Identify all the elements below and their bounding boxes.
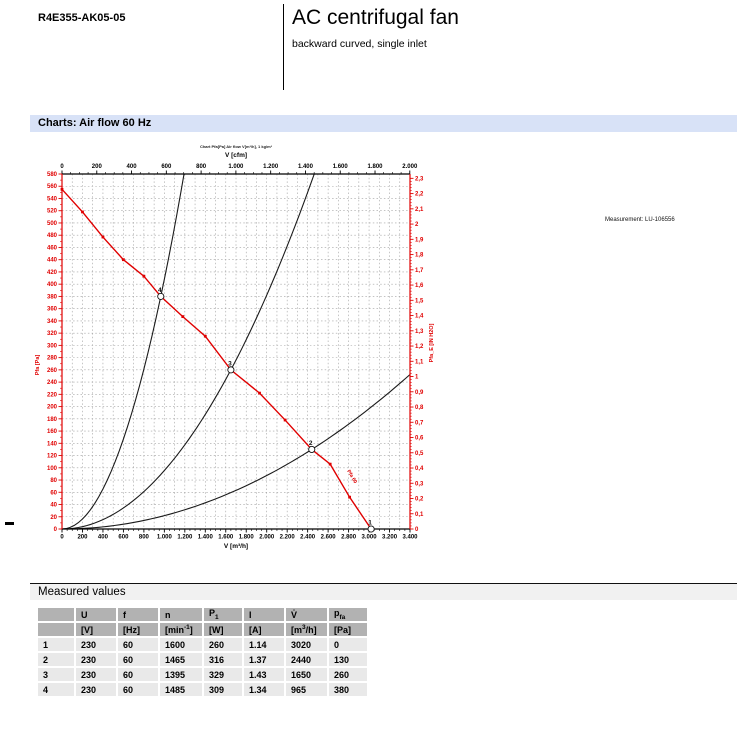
svg-text:160: 160: [46, 429, 57, 436]
svg-text:1,3: 1,3: [415, 328, 424, 335]
unit-cell: [A]: [244, 623, 284, 636]
svg-text:340: 340: [46, 318, 57, 325]
value-cell: 0: [329, 638, 367, 651]
value-cell: 1395: [160, 668, 202, 681]
svg-text:2.000: 2.000: [259, 534, 275, 541]
svg-text:1,6: 1,6: [415, 283, 424, 290]
column-header-cell: f: [118, 608, 158, 621]
value-cell: 130: [329, 653, 367, 666]
table-units-row: [38, 623, 367, 636]
value-cell: 1650: [286, 668, 327, 681]
svg-text:1,5: 1,5: [415, 298, 424, 305]
svg-text:1,2: 1,2: [415, 344, 424, 351]
svg-text:200: 200: [77, 534, 88, 541]
svg-text:2: 2: [415, 222, 419, 229]
section-header-measured-values: [30, 583, 737, 600]
svg-text:520: 520: [46, 208, 57, 215]
column-header-cell: V̇: [286, 608, 327, 621]
value-cell: 1600: [160, 638, 202, 651]
column-header-cell: I: [244, 608, 284, 621]
page-title: AC centrifugal fan: [292, 6, 459, 29]
value-cell: 60: [118, 653, 158, 666]
svg-text:3.400: 3.400: [402, 534, 418, 541]
svg-text:460: 460: [46, 245, 57, 252]
column-header-cell: $p_{fa}$: [329, 608, 367, 621]
svg-text:1.000: 1.000: [156, 534, 172, 541]
svg-text:2,2: 2,2: [415, 191, 424, 198]
svg-text:0,5: 0,5: [415, 450, 424, 457]
svg-text:180: 180: [46, 416, 57, 423]
svg-text:300: 300: [46, 343, 57, 350]
value-cell: 1.37: [244, 653, 284, 666]
svg-text:2.200: 2.200: [279, 534, 295, 541]
svg-text:1,8: 1,8: [415, 252, 424, 259]
svg-text:0: 0: [60, 534, 64, 541]
column-header-cell: n: [160, 608, 202, 621]
value-cell: 1.43: [244, 668, 284, 681]
value-cell: 230: [76, 668, 116, 681]
svg-text:60: 60: [50, 490, 57, 497]
svg-text:2,1: 2,1: [415, 206, 424, 213]
svg-text:560: 560: [46, 184, 57, 191]
product-code: R4E355-AK05-05: [38, 12, 126, 24]
table-header-row: [38, 608, 367, 621]
svg-text:0: 0: [60, 164, 64, 170]
svg-text:140: 140: [46, 441, 57, 448]
svg-text:2.600: 2.600: [320, 534, 336, 541]
svg-text:20: 20: [50, 514, 57, 521]
svg-text:2.000: 2.000: [402, 164, 418, 170]
value-cell: 380: [329, 683, 367, 696]
svg-text:40: 40: [50, 502, 57, 509]
svg-text:1,1: 1,1: [415, 359, 424, 366]
svg-text:1.800: 1.800: [367, 164, 383, 170]
svg-text:1.200: 1.200: [263, 164, 279, 170]
svg-text:540: 540: [46, 196, 57, 203]
row-number-cell: 1: [38, 638, 74, 651]
column-header-cell: U: [76, 608, 116, 621]
svg-text:1.200: 1.200: [177, 534, 193, 541]
svg-text:1.600: 1.600: [332, 164, 348, 170]
page-margin-mark: [5, 522, 14, 525]
section-header-charts-label: Charts: Air flow 60 Hz: [38, 117, 152, 129]
svg-text:1: 1: [415, 374, 419, 381]
svg-text:600: 600: [161, 164, 172, 170]
page-subtitle: backward curved, single inlet: [292, 38, 427, 50]
svg-text:1.600: 1.600: [218, 534, 234, 541]
svg-text:V [m³/h]: V [m³/h]: [223, 543, 249, 550]
unit-cell: [Pa]: [329, 623, 367, 636]
svg-text:1,9: 1,9: [415, 237, 424, 244]
value-cell: 2440: [286, 653, 327, 666]
section-header-charts: [30, 115, 737, 132]
svg-text:200: 200: [91, 164, 102, 170]
svg-text:0,2: 0,2: [415, 496, 424, 503]
svg-text:400: 400: [97, 534, 108, 541]
svg-text:220: 220: [46, 392, 57, 399]
svg-text:0,7: 0,7: [415, 420, 424, 427]
svg-text:500: 500: [46, 220, 57, 227]
svg-text:0,6: 0,6: [415, 435, 424, 442]
svg-text:260: 260: [46, 367, 57, 374]
svg-text:V [cfm]: V [cfm]: [224, 152, 248, 159]
svg-text:0,8: 0,8: [415, 405, 424, 412]
svg-text:0,1: 0,1: [415, 511, 424, 518]
unit-cell: $[m^3/h]$: [286, 623, 327, 636]
svg-text:Pfa [Pa]: Pfa [Pa]: [35, 354, 41, 376]
measured-values-table: [36, 606, 369, 698]
svg-text:Pfa 60: Pfa 60: [345, 468, 359, 485]
svg-text:Pfa_E [IN H2O]: Pfa_E [IN H2O]: [429, 323, 435, 363]
svg-text:800: 800: [196, 164, 207, 170]
row-number-cell: 4: [38, 683, 74, 696]
value-cell: 230: [76, 683, 116, 696]
svg-text:Chart Pfa[Pa] Air flow V[m³/h]: Chart Pfa[Pa] Air flow V[m³/h], 1 kg/m³: [199, 144, 273, 149]
airflow-chart-svg: [30, 140, 442, 568]
svg-text:400: 400: [126, 164, 137, 170]
svg-text:480: 480: [46, 233, 57, 240]
unit-cell: [W]: [204, 623, 242, 636]
svg-text:0: 0: [415, 527, 419, 533]
svg-text:3.000: 3.000: [361, 534, 377, 541]
table-row: [38, 638, 367, 651]
unit-cell: [Hz]: [118, 623, 158, 636]
table-row: [38, 683, 367, 696]
svg-text:4: 4: [157, 286, 162, 294]
column-header-cell: [38, 608, 74, 621]
value-cell: 309: [204, 683, 242, 696]
svg-text:420: 420: [46, 269, 57, 276]
value-cell: 1465: [160, 653, 202, 666]
svg-text:320: 320: [46, 331, 57, 338]
svg-text:1,4: 1,4: [415, 313, 424, 320]
unit-cell: [V]: [76, 623, 116, 636]
table-row: [38, 653, 367, 666]
svg-text:80: 80: [50, 478, 57, 485]
svg-text:1.800: 1.800: [238, 534, 254, 541]
svg-text:2: 2: [308, 439, 313, 447]
value-cell: 3020: [286, 638, 327, 651]
airflow-chart: [30, 140, 442, 568]
svg-text:200: 200: [46, 404, 57, 411]
svg-text:0,3: 0,3: [415, 481, 424, 488]
value-cell: 60: [118, 683, 158, 696]
svg-text:2.400: 2.400: [300, 534, 316, 541]
svg-text:100: 100: [46, 465, 57, 472]
svg-text:1.000: 1.000: [228, 164, 244, 170]
svg-text:2,3: 2,3: [415, 176, 424, 183]
svg-text:400: 400: [46, 282, 57, 289]
row-number-cell: 2: [38, 653, 74, 666]
svg-text:380: 380: [46, 294, 57, 301]
svg-text:0,9: 0,9: [415, 389, 424, 396]
svg-text:0: 0: [53, 527, 57, 533]
column-header-cell: $P_1$: [204, 608, 242, 621]
svg-text:2.800: 2.800: [341, 534, 357, 541]
svg-text:360: 360: [46, 306, 57, 313]
header-divider: [283, 4, 284, 90]
measurement-note: Measurement: LU-106556: [605, 217, 675, 223]
value-cell: 260: [204, 638, 242, 651]
value-cell: 329: [204, 668, 242, 681]
value-cell: 965: [286, 683, 327, 696]
svg-text:440: 440: [46, 257, 57, 264]
value-cell: 1.14: [244, 638, 284, 651]
value-cell: 230: [76, 653, 116, 666]
svg-text:120: 120: [46, 453, 57, 460]
svg-text:3.200: 3.200: [382, 534, 398, 541]
unit-cell: [38, 623, 74, 636]
svg-text:240: 240: [46, 380, 57, 387]
value-cell: 260: [329, 668, 367, 681]
svg-text:3: 3: [228, 360, 232, 368]
svg-text:0,4: 0,4: [415, 466, 424, 473]
value-cell: 316: [204, 653, 242, 666]
svg-text:280: 280: [46, 355, 57, 362]
value-cell: 60: [118, 638, 158, 651]
unit-cell: $[\min^{-1}]$: [160, 623, 202, 636]
svg-text:1.400: 1.400: [297, 164, 313, 170]
svg-text:580: 580: [46, 172, 57, 178]
value-cell: 230: [76, 638, 116, 651]
svg-text:1,7: 1,7: [415, 267, 424, 274]
svg-text:800: 800: [138, 534, 149, 541]
value-cell: 1.34: [244, 683, 284, 696]
section-header-measured-values-label: Measured values: [38, 586, 126, 598]
value-cell: 1485: [160, 683, 202, 696]
table-row: [38, 668, 367, 681]
svg-text:600: 600: [118, 534, 129, 541]
svg-text:1.400: 1.400: [197, 534, 213, 541]
row-number-cell: 3: [38, 668, 74, 681]
svg-text:1: 1: [368, 519, 372, 527]
value-cell: 60: [118, 668, 158, 681]
